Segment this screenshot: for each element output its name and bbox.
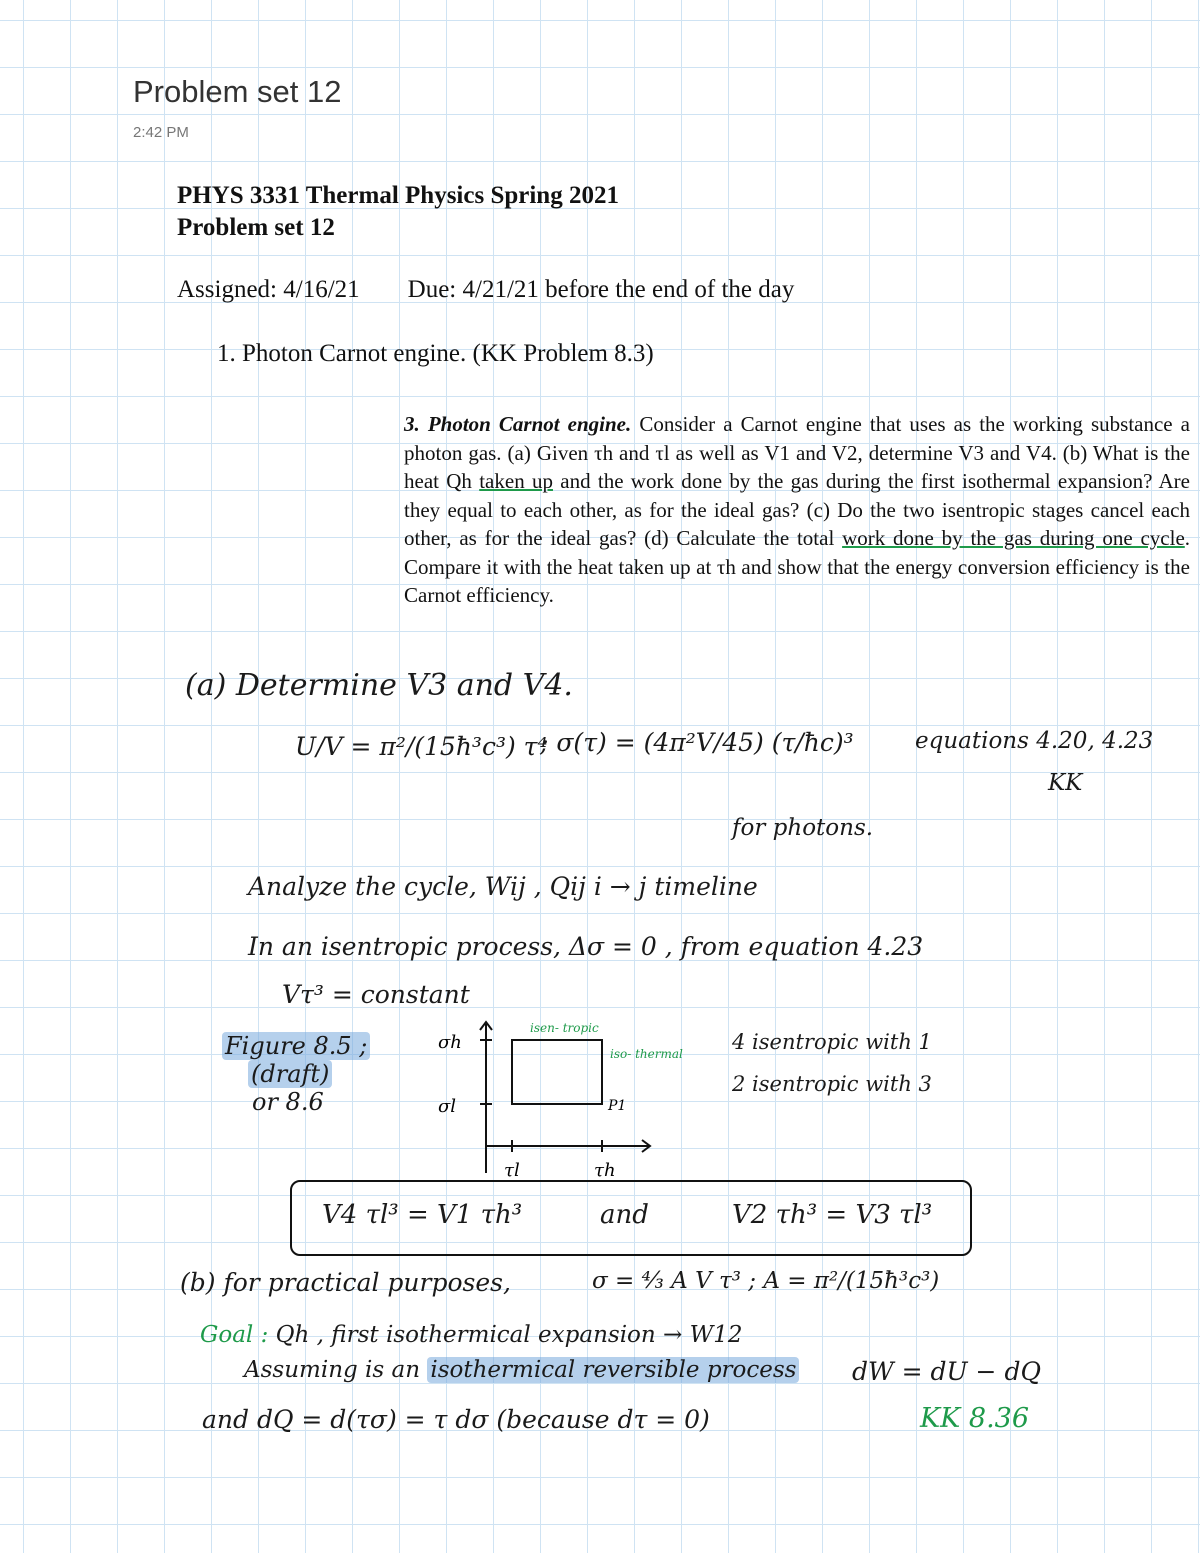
page-timestamp: 2:42 PM xyxy=(133,124,189,141)
page-title: Problem set 12 xyxy=(133,74,342,109)
problem-text-b: and the work done by the gas during the first isothermal expansion? Are they equal to each other, as for the ideal gas? (c) Do the two isentropic stages cancel each other, as for the ideal gas? (d) Calculate the total xyxy=(404,469,1190,550)
vt3-constant: Vτ³ = constant xyxy=(282,980,470,1009)
assuming-text: Assuming is an xyxy=(244,1357,421,1383)
kk-836-reference: KK 8.36 xyxy=(920,1403,1030,1434)
figure-draft: (draft) xyxy=(248,1060,332,1088)
course-title: PHYS 3331 Thermal Physics Spring 2021 xyxy=(177,182,619,209)
due-date: Due: 4/21/21 before the end of the day xyxy=(407,276,795,303)
figure-or: or 8.6 xyxy=(252,1088,324,1116)
goal-text: Qh , first isothermical expansion → W12 xyxy=(275,1322,743,1348)
relation-2-3: 2 isentropic with 3 xyxy=(732,1072,932,1096)
assuming-line xyxy=(244,1357,799,1383)
equation-reference: equations 4.20, 4.23 xyxy=(915,728,1154,754)
assigned-date: Assigned: 4/16/21 xyxy=(177,276,360,303)
relation-4-1: 4 isentropic with 1 xyxy=(732,1030,932,1054)
problem-text-a: Consider a Carnot engine that uses as the working substance a photon gas. (a) Given τh and τl as well as V1 and V2, determine V3 and V4. (b) What is the heat Qh xyxy=(404,412,1191,493)
problem-text-c: . Compare it with the heat taken up at τh and show that the energy conversion efficiency is the Carnot efficiency. xyxy=(404,526,1191,607)
energy-density-eq: U/V = π²/(15ħ³c³) τ⁴ xyxy=(295,732,548,761)
figure-reference xyxy=(222,1032,370,1116)
part-a-heading: (a) Determine V3 and V4. xyxy=(185,668,573,703)
boxed-eq-left: V4 τl³ = V1 τh³ xyxy=(322,1200,523,1230)
boxed-eq-right: V2 τh³ = V3 τl³ xyxy=(732,1200,933,1230)
p1-label: P1 xyxy=(608,1098,627,1114)
underline-taken-up: taken up xyxy=(479,469,553,493)
problem-statement xyxy=(404,410,1190,610)
dw-equation: dW = dU − dQ xyxy=(852,1357,1041,1386)
assuming-highlight: isothermical reversible process xyxy=(427,1357,799,1383)
set-title: Problem set 12 xyxy=(177,214,335,241)
isentropic-process-line: In an isentropic process, Δσ = 0 , from equation 4.23 xyxy=(248,932,924,961)
figure-ref-highlight: Figure 8.5 ; xyxy=(222,1032,370,1060)
carnot-cycle-diagram xyxy=(430,1018,690,1193)
for-photons-note: for photons. xyxy=(732,815,874,841)
dq-line: and dQ = d(τσ) = τ dσ (because dτ = 0) xyxy=(202,1405,710,1434)
entropy-eq: ; σ(τ) = (4π²V/45) (τ/ħc)³ xyxy=(540,728,854,757)
analyze-cycle-line: Analyze the cycle, Wij , Qij i → j timeline xyxy=(248,872,758,901)
tau-l-label: τl xyxy=(504,1160,520,1181)
isothermal-label: iso- thermal xyxy=(610,1047,683,1061)
problem-list-item: 1. Photon Carnot engine. (KK Problem 8.3) xyxy=(217,340,654,367)
sigma-l-label: σl xyxy=(438,1096,457,1117)
problem-lead: 3. Photon Carnot engine. xyxy=(404,412,632,436)
isentropic-label: isen- tropic xyxy=(530,1021,599,1035)
tau-h-label: τh xyxy=(594,1160,616,1181)
sigma-relation: σ = ⁴⁄₃ A V τ³ ; A = π²/(15ħ³c³) xyxy=(592,1268,940,1294)
goal-line xyxy=(200,1322,743,1348)
goal-label: Goal : xyxy=(200,1322,269,1348)
part-b-heading: (b) for practical purposes, xyxy=(180,1268,511,1297)
kk-reference: KK xyxy=(1048,770,1083,796)
underline-work-done: work done by the gas during one cycle xyxy=(842,526,1185,550)
course-header xyxy=(177,180,619,244)
dates-line xyxy=(177,276,794,304)
boxed-and: and xyxy=(600,1200,649,1230)
sigma-h-label: σh xyxy=(438,1032,462,1053)
cycle-rectangle xyxy=(512,1040,602,1104)
